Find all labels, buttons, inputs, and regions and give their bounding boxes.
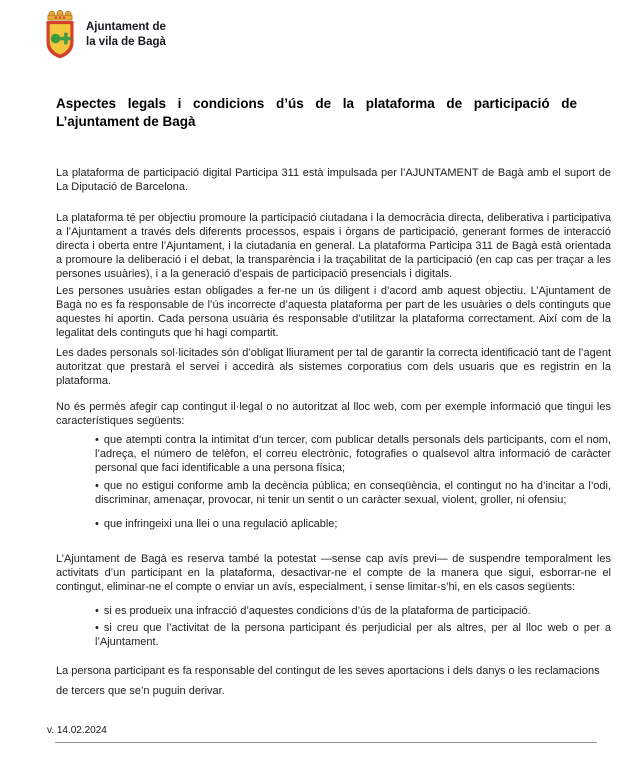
shield-icon — [47, 21, 74, 58]
list-item-harmful-activity — [95, 621, 611, 649]
list-item-text: si es produeix una infracció d’aquestes condicions d’ús de la plataforma de participació. — [103, 605, 531, 617]
coat-of-arms-logo — [42, 6, 78, 63]
bullet-marker: • — [95, 480, 99, 492]
paragraph-promoters: La plataforma de participació digital Participa 311 està impulsada per l’AJUNTAMENT de Bagà amb el suport de La Diputació de Barcelona. — [56, 167, 611, 193]
crown-icon — [48, 10, 72, 20]
version-label: v. 14.02.2024 — [47, 725, 107, 736]
list-item-text: si creu que l’activitat de la persona participant és perjudicial per als altres, per al lloc web o per a l’Ajuntament. — [95, 622, 611, 648]
bullet-marker: • — [95, 605, 99, 617]
document-header — [42, 6, 166, 63]
document-title: Aspectes legals i condicions d’ús de la plataforma de participació de L’ajuntament de Bagà — [56, 96, 577, 129]
paragraph-user-obligations: Les persones usuàries estan obligades a fer-ne un ús diligent i d’acord amb aquest objectiu. L’Ajuntament de Bagà no es fa responsable de l’ús incorrecte d’aquesta plataforma per part de les usuàries o dels continguts que aquestes hi aportin. Cada persona usuària és responsable d’utilitzar la plataforma correctament. Així com de la legalitat dels continguts que hi hagi compartit. — [56, 285, 611, 339]
list-item-decency — [95, 479, 611, 507]
bullet-marker: • — [95, 518, 99, 530]
paragraph-suspension: L’Ajuntament de Bagà es reserva també la potestat —sense cap avís previ— de suspendre temporalment les activitats d’un participant en la plataforma, desactivar-ne el compte de la manera que sigui, esborrar-ne el contingut, eliminar-ne el compte o enviar un avís, especialment, i sense limitar-s’hi, en els casos següents: — [56, 553, 611, 593]
footer-divider — [55, 742, 597, 743]
paragraph-personal-data: Les dades personals sol·licitades són d’obligat lliurament per tal de garantir la correcta identificació tant de l’agent autoritzat que prestarà el servei i accedirà als sistemes corporatius com dels usuaris que es registrin en la plataforma. — [56, 347, 611, 387]
list-item-law — [95, 517, 611, 531]
bullet-marker: • — [95, 622, 99, 634]
list-item-text: que no estigui conforme amb la decència pública; en conseqüència, el contingut no ha d’incitar a l’odi, discriminar, amenaçar, provocar, ni tenir un sentit o un caràcter sexual, violent, groller, ni ofensiu; — [95, 480, 611, 506]
list-item-infraction — [95, 604, 611, 618]
list-item-text: que infringeixi una llei o una regulació aplicable; — [103, 518, 338, 530]
org-name — [86, 20, 166, 50]
bullet-marker: • — [95, 434, 99, 446]
paragraph-objective: La plataforma té per objectiu promoure la participació ciutadana i la democràcia directa, deliberativa i participativa a l’Ajuntament a través dels diferents processos, espais i òrgans de participació, generant formes de interacció directa i oberta entre l’Ajuntament, i la ciutadania en general. La plataforma Participa 311 de Bagà està orientada a promoure la deliberació i el debat, la transparència i la traçabilitat de la participació (en cap cas per traçar a les persones usuàries), i a la generació d’espais de participació presencials i digitals. — [56, 212, 611, 280]
org-name-line1: Ajuntament de — [86, 21, 166, 33]
paragraph-illegal-content-intro: No és permès afegir cap contingut il·legal o no autoritzat al lloc web, com per exemple informació que tingui les característiques següents: — [56, 401, 611, 427]
org-name-line2: la vila de Bagà — [86, 36, 166, 48]
list-item-text: que atempti contra la intimitat d’un tercer, com publicar detalls personals dels participants, com el nom, l’adreça, el número de telèfon, el correu electrònic, fotografies o qualsevol altra informació de caràcter personal que faci identificable a una persona física; — [95, 434, 611, 474]
paragraph-responsibility: La persona participant es fa responsable del contingut de les seves aportacions i dels danys o les reclamacions de tercers que se’n puguin derivar. — [56, 665, 600, 697]
list-item-privacy — [95, 433, 611, 475]
document-body — [47, 95, 611, 743]
